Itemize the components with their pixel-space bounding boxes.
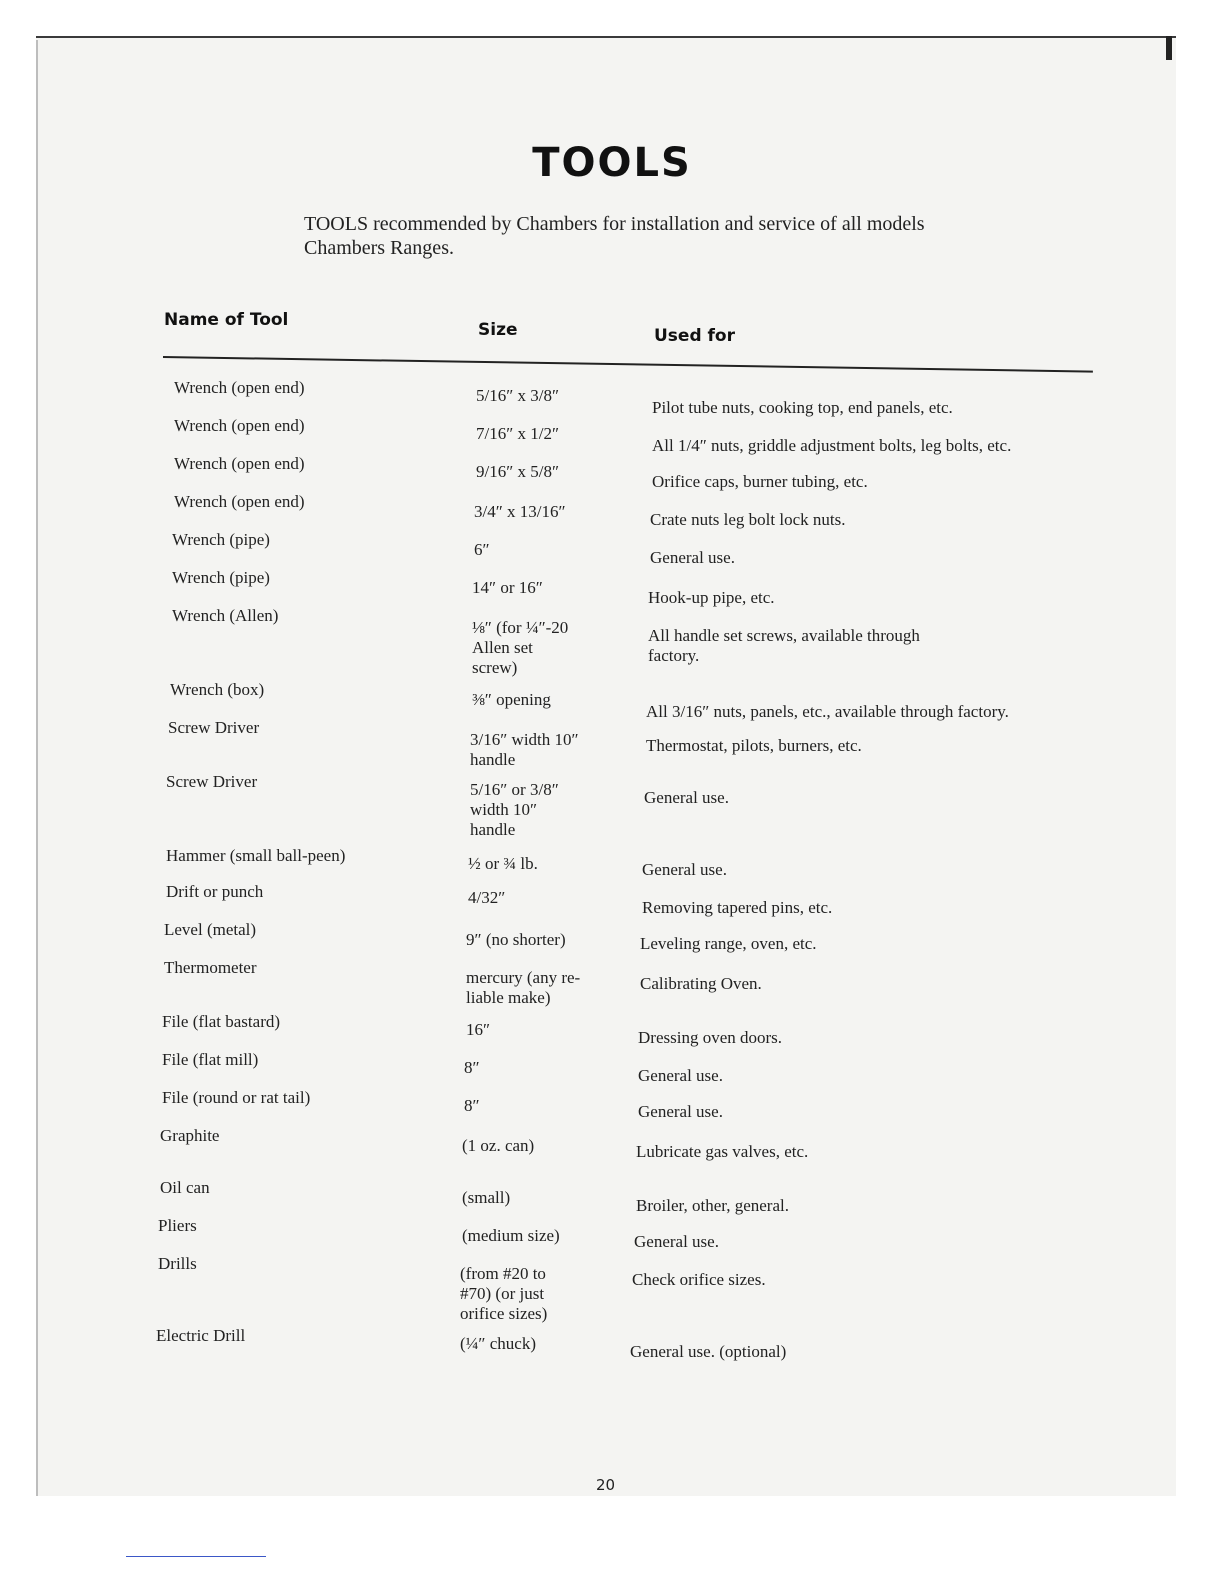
header-used-for: Used for — [654, 326, 735, 346]
page-number: 20 — [596, 1476, 616, 1494]
tool-used-for-cell: Orifice caps, burner tubing, etc. — [652, 472, 868, 491]
intro-text: TOOLS recommended by Chambers for installation and service of all models Chambers Ranges. — [304, 213, 925, 259]
tool-used-for-cell: Thermostat, pilots, burners, etc. — [646, 736, 862, 755]
header-name-of-tool: Name of Tool — [164, 310, 289, 330]
tool-name-cell: File (flat bastard) — [162, 1012, 281, 1031]
tool-used-for-cell: General use. — [642, 860, 727, 879]
tool-used-for-cell: Broiler, other, general. — [636, 1196, 789, 1215]
tool-used-for-cell: General use. — [634, 1232, 719, 1251]
tool-size-cell: (from #20 to #70) (or just orifice sizes) — [460, 1264, 548, 1323]
scan-edge-left — [36, 40, 38, 1496]
tool-used-for-cell: Removing tapered pins, etc. — [642, 898, 833, 917]
tool-used-for-cell: All 1/4″ nuts, griddle adjustment bolts, leg bolts, etc. — [652, 436, 1012, 455]
tool-used-for-cell: General use. (optional) — [630, 1342, 787, 1361]
tool-name-cell: Electric Drill — [156, 1326, 246, 1345]
tool-name-cell: Drills — [158, 1254, 197, 1273]
scan-edge-mark — [1166, 36, 1172, 60]
tool-size-cell: 6″ — [474, 540, 490, 559]
tool-name-cell: Screw Driver — [166, 772, 258, 791]
tool-used-for-cell: All 3/16″ nuts, panels, etc., available through factory. — [646, 702, 1009, 721]
header-size: Size — [478, 320, 518, 340]
tool-name-cell: Screw Driver — [168, 718, 260, 737]
tool-size-cell: 3/16″ width 10″ handle — [470, 730, 579, 769]
tool-size-cell: (¼″ chuck) — [460, 1334, 536, 1353]
tool-name-cell: Oil can — [160, 1178, 210, 1197]
tool-size-cell: mercury (any re- liable make) — [466, 968, 581, 1007]
page-title: TOOLS — [532, 140, 692, 186]
tool-size-cell: 9/16″ x 5/8″ — [476, 462, 560, 481]
tool-used-for-cell: Pilot tube nuts, cooking top, end panels, etc. — [652, 398, 953, 417]
tool-used-for-cell: All handle set screws, available through factory. — [648, 626, 920, 665]
tool-name-cell: File (flat mill) — [162, 1050, 259, 1069]
tool-used-for-cell: Leveling range, oven, etc. — [640, 934, 817, 953]
tool-size-cell: 16″ — [466, 1020, 491, 1039]
tool-used-for-cell: General use. — [650, 548, 735, 567]
tool-name-cell: Wrench (Allen) — [172, 606, 279, 625]
tool-name-cell: Graphite — [160, 1126, 220, 1145]
tool-size-cell: (medium size) — [462, 1226, 560, 1245]
tool-used-for-cell: General use. — [644, 788, 729, 807]
tool-used-for-cell: Calibrating Oven. — [640, 974, 762, 993]
tool-size-cell: 8″ — [464, 1096, 480, 1115]
tool-name-cell: Thermometer — [164, 958, 257, 977]
tool-name-cell: Pliers — [158, 1216, 197, 1235]
tool-name-cell: Hammer (small ball-peen) — [166, 846, 346, 865]
tool-name-cell: Wrench (box) — [170, 680, 265, 699]
tool-size-cell: 14″ or 16″ — [472, 578, 543, 597]
tool-used-for-cell: General use. — [638, 1066, 723, 1085]
tool-size-cell: ½ or ¾ lb. — [468, 854, 538, 873]
tool-name-cell: Wrench (open end) — [174, 416, 305, 435]
tool-used-for-cell: Lubricate gas valves, etc. — [636, 1142, 809, 1161]
tool-size-cell: (1 oz. can) — [462, 1136, 535, 1155]
tool-used-for-cell: Check orifice sizes. — [632, 1270, 766, 1289]
tool-used-for-cell: Hook-up pipe, etc. — [648, 588, 775, 607]
tool-size-cell: 5/16″ or 3/8″ width 10″ handle — [470, 780, 559, 839]
tool-size-cell: 3/4″ x 13/16″ — [474, 502, 566, 521]
tool-size-cell: 5/16″ x 3/8″ — [476, 386, 560, 405]
tool-size-cell: 4/32″ — [468, 888, 506, 907]
tool-name-cell: Drift or punch — [166, 882, 264, 901]
footer-line — [126, 1556, 266, 1557]
tool-name-cell: Wrench (open end) — [174, 378, 305, 397]
tool-size-cell: ⅜″ opening — [472, 690, 551, 709]
tool-name-cell: File (round or rat tail) — [162, 1088, 311, 1107]
tool-size-cell: 7/16″ x 1/2″ — [476, 424, 560, 443]
tool-size-cell: 8″ — [464, 1058, 480, 1077]
tool-name-cell: Wrench (open end) — [174, 454, 305, 473]
tool-used-for-cell: Dressing oven doors. — [638, 1028, 783, 1047]
tool-used-for-cell: General use. — [638, 1102, 723, 1121]
tool-used-for-cell: Crate nuts leg bolt lock nuts. — [650, 510, 846, 529]
tool-size-cell: ⅛″ (for ¼″-20 Allen set screw) — [472, 618, 569, 677]
tool-size-cell: (small) — [462, 1188, 511, 1207]
tool-name-cell: Wrench (pipe) — [172, 568, 270, 587]
tool-name-cell: Wrench (open end) — [174, 492, 305, 511]
tool-size-cell: 9″ (no shorter) — [466, 930, 566, 949]
tool-name-cell: Level (metal) — [164, 920, 257, 939]
tool-name-cell: Wrench (pipe) — [172, 530, 270, 549]
